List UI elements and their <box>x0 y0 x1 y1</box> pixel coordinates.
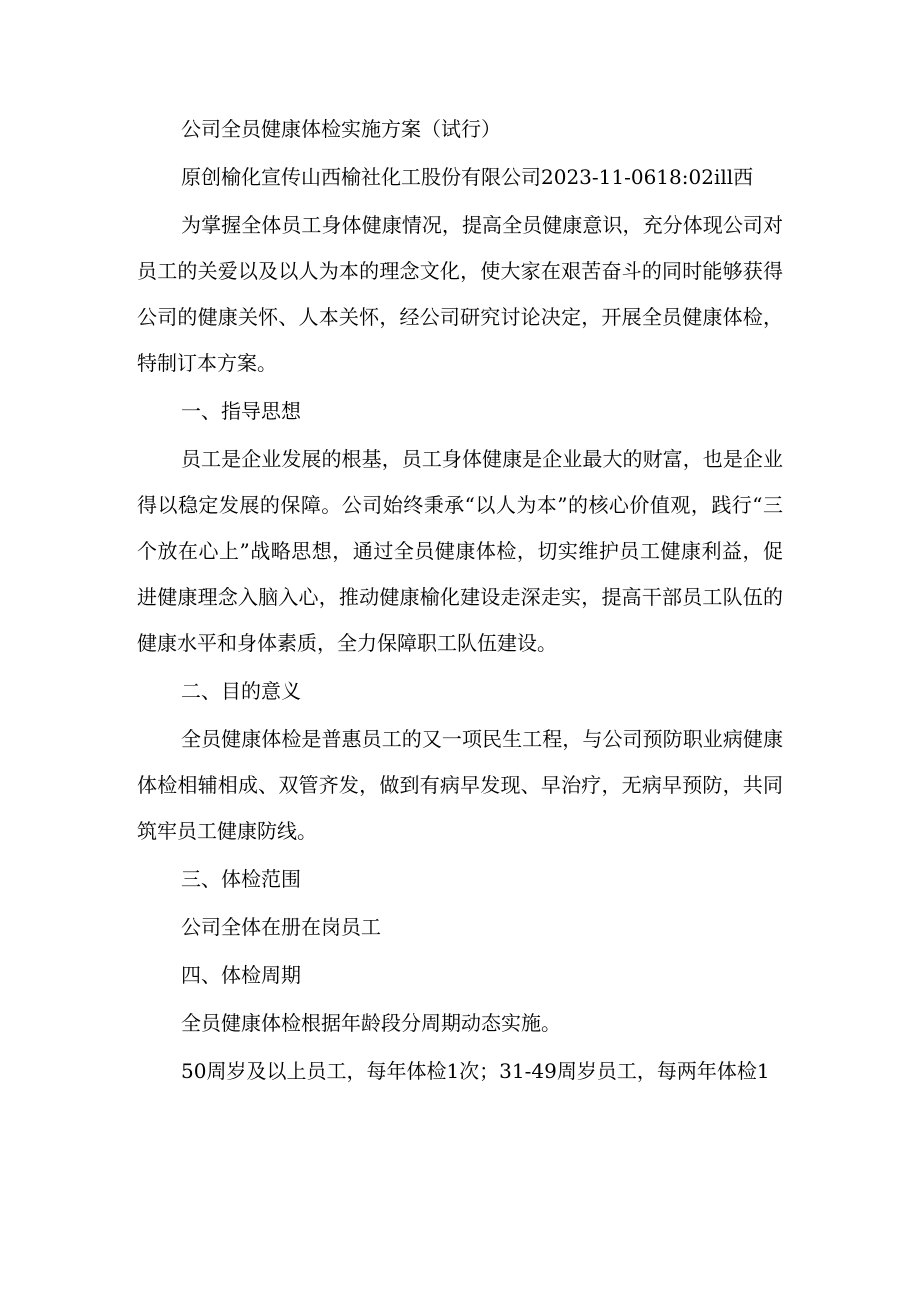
age-schedule-line: 50周岁及以上员工，每年体检1次；31-49周岁员工，每两年体检1 <box>181 1059 770 1083</box>
document-byline: 原创榆化宣传山西榆社化工股份有限公司2023-11-0618:02ill西 <box>181 165 754 189</box>
section-body-guiding-ideology: 员工是企业发展的根基，员工身体健康是企业最大的财富，也是企业得以稳定发展的保障。公司始终秉承“以人为本”的核心价值观，践行“三个放在心上”战略思想，通过全员健康体检，切实维护员工健康利益，促进健康理念入脑入心，推动健康榆化建设走深走实，提高干部员工队伍的健康水平和身体素质，全力保障职工队伍建设。 <box>137 447 783 655</box>
intro-paragraph: 为掌握全体员工身体健康情况，提高全员健康意识，充分体现公司对员工的关爱以及以人为本的理念文化，使大家在艰苦奋斗的同时能够获得公司的健康关怀、人本关怀，经公司研究讨论决定，开展全员健康体检，特制订本方案。 <box>137 213 783 375</box>
document-body <box>137 106 783 1096</box>
document-title: 公司全员健康体检实施方案（试行） <box>181 117 501 141</box>
section-heading-purpose: 二、目的意义 <box>181 679 301 703</box>
section-heading-guiding-ideology: 一、指导思想 <box>181 399 301 423</box>
section-body-scope: 公司全体在册在岗员工 <box>181 915 381 939</box>
section-body-cycle: 全员健康体检根据年龄段分周期动态实施。 <box>181 1011 561 1035</box>
section-heading-scope: 三、体检范围 <box>181 867 301 891</box>
section-heading-cycle: 四、体检周期 <box>181 963 301 987</box>
section-body-purpose: 全员健康体检是普惠员工的又一项民生工程，与公司预防职业病健康体检相辅相成、双管齐发，做到有病早发现、早治疗，无病早预防，共同筑牢员工健康防线。 <box>137 727 783 843</box>
